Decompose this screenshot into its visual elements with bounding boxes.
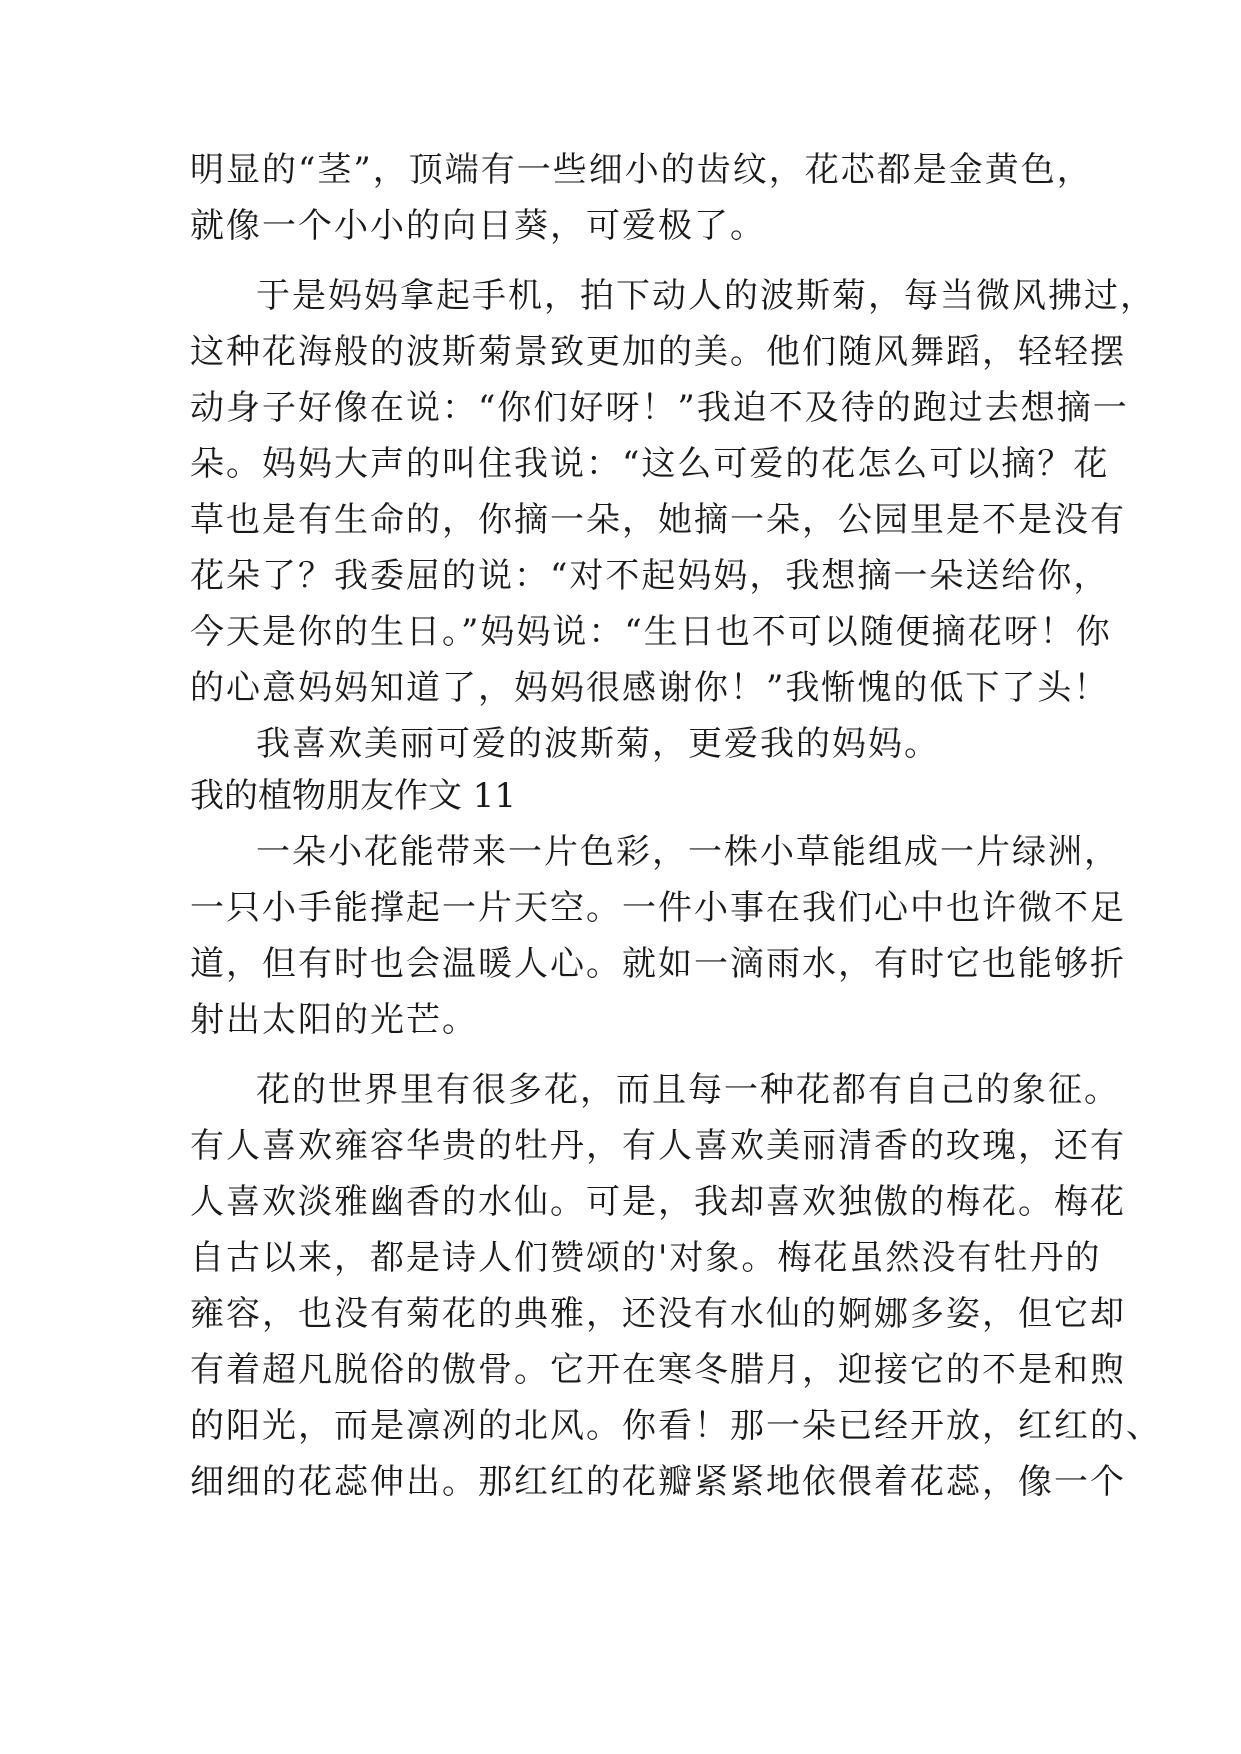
text-line: 朵。妈妈大声的叫住我说：“这么可爱的花怎么可以摘？花 [190, 444, 1110, 484]
text-line: 的阳光，而是凛冽的北风。你看！那一朵已经开放，红红的、 [190, 1406, 1162, 1446]
text-line: 动身子好像在说：“你们好呀！”我迫不及待的跑过去想摘一 [190, 388, 1129, 428]
text-line: 的心意妈妈知道了，妈妈很感谢你！”我惭愧的低下了头！ [190, 668, 1110, 708]
text-line: 有人喜欢雍容华贵的牡丹，有人喜欢美丽清香的玫瑰，还有 [190, 1126, 1126, 1166]
text-line: 一只小手能撑起一片天空。一件小事在我们心中也许微不足 [190, 888, 1126, 928]
paragraph-first-line: 一朵小花能带来一片色彩，一株小草能组成一片绿洲， [256, 832, 1120, 872]
paragraph-first-line: 我喜欢美丽可爱的波斯菊，更爱我的妈妈。 [256, 724, 940, 764]
text-line: 今天是你的生日。”妈妈说：“生日也不可以随便摘花呀！你 [190, 612, 1112, 652]
paragraph-first-line: 花的世界里有很多花，而且每一种花都有自己的象征。 [256, 1070, 1120, 1110]
text-line: 雍容，也没有菊花的典雅，还没有水仙的婀娜多姿，但它却 [190, 1294, 1126, 1334]
section-heading: 我的植物朋友作文 11 [190, 776, 517, 816]
text-line: 自古以来，都是诗人们赞颂的'对象。梅花虽然没有牡丹的 [190, 1238, 1102, 1278]
text-line: 有着超凡脱俗的傲骨。它开在寒冬腊月，迎接它的不是和煦 [190, 1350, 1126, 1390]
paragraph-first-line: 于是妈妈拿起手机，拍下动人的波斯菊，每当微风拂过， [256, 276, 1156, 316]
text-line: 道，但有时也会温暖人心。就如一滴雨水，有时它也能够折 [190, 944, 1126, 984]
text-line: 这种花海般的波斯菊景致更加的美。他们随风舞蹈，轻轻摆 [190, 332, 1126, 372]
text-line: 人喜欢淡雅幽香的水仙。可是，我却喜欢独傲的梅花。梅花 [190, 1182, 1126, 1222]
text-line: 就像一个小小的向日葵，可爱极了。 [190, 206, 766, 246]
text-line: 明显的“茎”，顶端有一些细小的齿纹，花芯都是金黄色， [190, 150, 1093, 190]
text-line: 草也是有生命的，你摘一朵，她摘一朵，公园里是不是没有 [190, 500, 1126, 540]
text-line: 花朵了？我委屈的说：“对不起妈妈，我想摘一朵送给你， [190, 556, 1110, 596]
text-line: 射出太阳的光芒。 [190, 1000, 478, 1040]
text-line: 细细的花蕊伸出。那红红的花瓣紧紧地依偎着花蕊，像一个 [190, 1462, 1126, 1502]
